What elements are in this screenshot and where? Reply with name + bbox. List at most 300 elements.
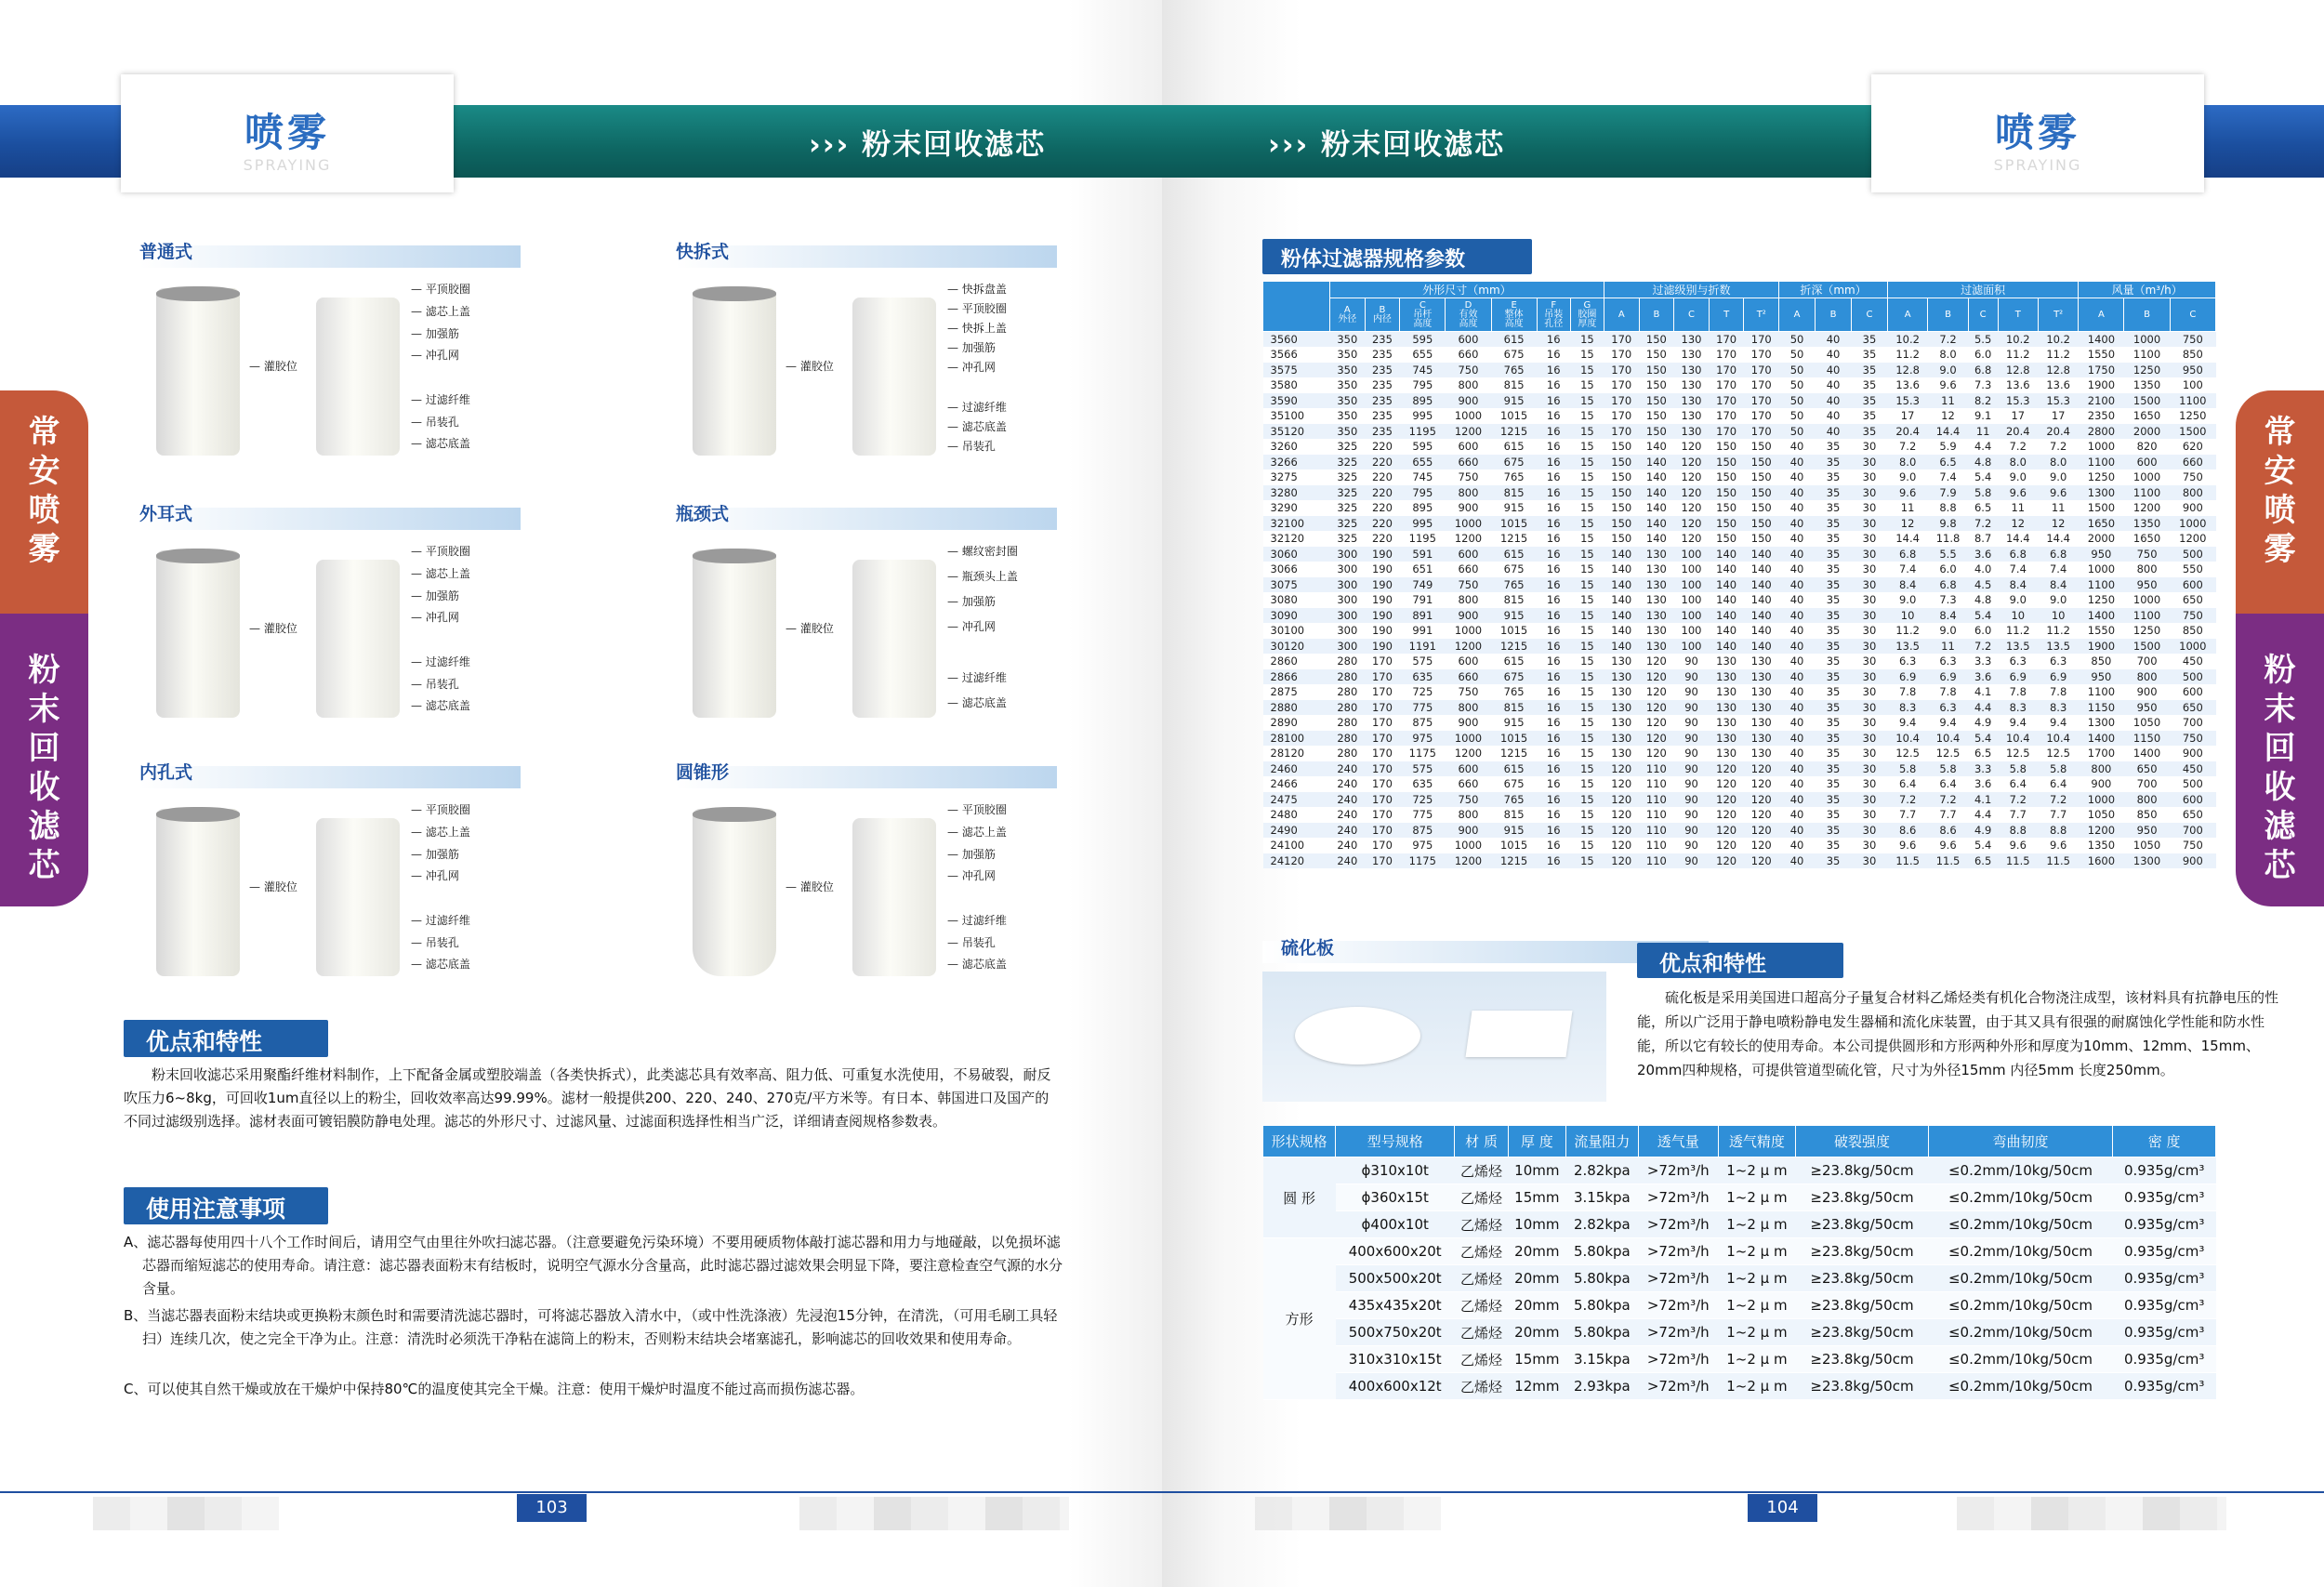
spec-cell: 40: [1779, 684, 1816, 700]
spec-cell: 2000: [2124, 424, 2170, 440]
spec-cell: 16: [1537, 731, 1570, 747]
spec-cell: 500: [2170, 776, 2215, 792]
spec-cell: 30: [1851, 455, 1887, 470]
spec-cell: 325: [1330, 439, 1366, 455]
spec-cell: 130: [1604, 700, 1639, 716]
spec-cell: 3260: [1263, 439, 1330, 455]
spec-cell: 120: [1639, 669, 1674, 685]
spec-cell: 595: [1400, 439, 1446, 455]
spec-cell: 3590: [1263, 393, 1330, 409]
sulf-header: 破裂强度: [1796, 1126, 1928, 1157]
spec-cell: 15: [1570, 838, 1604, 853]
spec-cell: 30: [1851, 654, 1887, 669]
spec-cell: 16: [1537, 531, 1570, 547]
spec-sub-header: D 有效 高度: [1446, 298, 1491, 332]
spec-cell: 170: [1604, 347, 1639, 363]
spec-cell: 750: [1446, 363, 1491, 378]
spec-cell: 35: [1816, 469, 1852, 485]
spec-row: [1263, 823, 2216, 839]
spec-cell: 35: [1816, 853, 1852, 869]
spec-cell: 950: [2124, 700, 2170, 716]
spec-cell: 750: [2124, 547, 2170, 562]
spec-cell: 9.4: [1887, 715, 1927, 731]
spec-sub-header: A: [1887, 298, 1927, 332]
sulf-cell: 1~2 μ m: [1718, 1373, 1796, 1400]
spec-cell: 7.2: [1928, 792, 1968, 808]
spec-cell: 150: [1709, 469, 1744, 485]
spec-cell: 28120: [1263, 746, 1330, 761]
spec-cell: 450: [2170, 761, 2215, 777]
spec-cell: 120: [1709, 761, 1744, 777]
spec-cell: 50: [1779, 377, 1816, 393]
spec-cell: 120: [1674, 455, 1710, 470]
product-block: [139, 495, 521, 736]
spec-cell: 900: [1446, 608, 1491, 624]
product-title: 外耳式: [139, 504, 193, 524]
spec-cell: 40: [1779, 455, 1816, 470]
spec-cell: 615: [1491, 654, 1537, 669]
spec-cell: 15: [1570, 516, 1604, 532]
spec-cell: 16: [1537, 684, 1570, 700]
spec-cell: 16: [1537, 792, 1570, 808]
use-item-c: C、可以使其自然干燥或放在干燥炉中保持80℃的温度使其完全干燥。注意：使用干燥炉时温度不能过高而损伤滤芯器。: [124, 1381, 865, 1397]
part-label: — 平顶胶圈: [947, 300, 1007, 316]
sulf-cell: 12mm: [1508, 1373, 1565, 1400]
sulf-cell: 0.935g/cm³: [2113, 1319, 2216, 1346]
filter-cap: [156, 549, 240, 563]
part-label: — 吊装孔: [947, 934, 996, 950]
adv-title-right: 优点和特性: [1637, 943, 1843, 978]
spec-cell: 2875: [1263, 684, 1330, 700]
spec-cell: 140: [1744, 623, 1779, 639]
exploded-view: [852, 298, 936, 456]
spec-cell: 130: [1674, 377, 1710, 393]
spec-cell: 600: [1446, 654, 1491, 669]
product-block: [139, 232, 521, 474]
spec-cell: 280: [1330, 746, 1366, 761]
spec-cell: 140: [1709, 547, 1744, 562]
spec-cell: 11.2: [1998, 623, 2038, 639]
spec-cell: 130: [1639, 639, 1674, 655]
spec-cell: 900: [2170, 500, 2215, 516]
spec-cell: 140: [1604, 592, 1639, 608]
spec-cell: 1900: [2079, 377, 2124, 393]
spec-cell: 10: [2038, 608, 2078, 624]
spec-cell: 130: [1744, 700, 1779, 716]
spec-cell: 40: [1779, 823, 1816, 839]
spec-cell: 915: [1491, 715, 1537, 731]
part-label: — 冲孔网: [947, 618, 996, 634]
sulf-cell: 10mm: [1508, 1211, 1565, 1238]
spec-cell: 1100: [2079, 577, 2124, 593]
sulf-header: 弯曲韧度: [1928, 1126, 2113, 1157]
spec-cell: 12.8: [2038, 363, 2078, 378]
spec-row: [1263, 807, 2216, 823]
filter-cap: [693, 549, 776, 563]
spec-cell: 170: [1709, 408, 1744, 424]
spec-cell: 1250: [2079, 469, 2124, 485]
spec-cell: 40: [1779, 439, 1816, 455]
spec-cell: 1200: [1446, 639, 1491, 655]
spec-cell: 4.0: [1968, 562, 1998, 577]
spec-cell: 10.2: [2038, 332, 2078, 348]
spec-cell: 8.4: [1928, 608, 1968, 624]
spec-cell: 300: [1330, 639, 1366, 655]
spec-cell: 5.5: [1928, 547, 1968, 562]
spec-cell: 30120: [1263, 639, 1330, 655]
spec-cell: 16: [1537, 700, 1570, 716]
sulf-cell: ≥23.8kg/50cm: [1796, 1265, 1928, 1292]
filter-cap: [156, 286, 240, 301]
spec-cell: 975: [1400, 838, 1446, 853]
sulf-cell: 310x310x15t: [1336, 1346, 1455, 1373]
spec-sub-header: C: [1674, 298, 1710, 332]
product-block: [676, 495, 1057, 736]
spec-cell: 15: [1570, 469, 1604, 485]
spec-cell: 12: [2038, 516, 2078, 532]
spec-cell: 15: [1570, 608, 1604, 624]
spec-cell: 1175: [1400, 853, 1446, 869]
spec-cell: 3.6: [1968, 669, 1998, 685]
part-label: — 加强筋: [947, 846, 996, 862]
sulf-header: 流量阻力: [1565, 1126, 1638, 1157]
filter-photo: [693, 809, 776, 976]
spec-cell: 700: [2124, 776, 2170, 792]
footer-line: [1162, 1491, 2324, 1493]
spec-cell: 15: [1570, 347, 1604, 363]
spec-row: [1263, 455, 2216, 470]
use-title: 使用注意事项: [124, 1187, 328, 1224]
spec-cell: 280: [1330, 731, 1366, 747]
spec-cell: 750: [2170, 608, 2215, 624]
part-label: — 加强筋: [411, 588, 459, 603]
spec-cell: 10.4: [2038, 731, 2078, 747]
spec-cell: 6.5: [1968, 500, 1998, 516]
spec-cell: 130: [1639, 608, 1674, 624]
spec-cell: 140: [1604, 562, 1639, 577]
part-label: — 灌胶位: [786, 879, 834, 894]
round-plate: [1295, 1007, 1420, 1065]
spec-cell: 16: [1537, 669, 1570, 685]
spec-cell: 100: [1674, 623, 1710, 639]
spec-cell: 220: [1365, 531, 1400, 547]
spec-cell: 40: [1779, 838, 1816, 853]
sulf-cell: 20mm: [1508, 1238, 1565, 1265]
spec-cell: 35: [1816, 455, 1852, 470]
spec-cell: 100: [1674, 562, 1710, 577]
spec-cell: 1000: [2079, 792, 2124, 808]
spec-cell: 24120: [1263, 853, 1330, 869]
sulf-header: 厚 度: [1508, 1126, 1565, 1157]
footer-line: [0, 1491, 1162, 1493]
sulf-cell: 乙烯烃: [1455, 1265, 1509, 1292]
spec-cell: 16: [1537, 500, 1570, 516]
spec-cell: 11.5: [2038, 853, 2078, 869]
spec-cell: 30: [1851, 485, 1887, 501]
spec-cell: 170: [1744, 347, 1779, 363]
spec-cell: 600: [1446, 439, 1491, 455]
spec-cell: 9.0: [1928, 363, 1968, 378]
spec-cell: 620: [2170, 439, 2215, 455]
spec-cell: 140: [1744, 592, 1779, 608]
spec-cell: 1350: [2124, 377, 2170, 393]
spec-cell: 875: [1400, 715, 1446, 731]
spec-cell: 8.3: [1887, 700, 1927, 716]
spec-cell: 10.4: [1887, 731, 1927, 747]
spec-cell: 3566: [1263, 347, 1330, 363]
sulf-cell: 2.82kpa: [1565, 1157, 1638, 1184]
spec-cell: 20.4: [1887, 424, 1927, 440]
spec-cell: 6.5: [1928, 455, 1968, 470]
spec-cell: 900: [1446, 500, 1491, 516]
spec-cell: 591: [1400, 547, 1446, 562]
spec-cell: 40: [1779, 853, 1816, 869]
spec-cell: 30: [1851, 823, 1887, 839]
spec-cell: 1900: [2079, 639, 2124, 655]
spec-row: [1263, 669, 2216, 685]
spec-cell: 450: [2170, 654, 2215, 669]
spec-cell: 1050: [2124, 838, 2170, 853]
spec-cell: 350: [1330, 393, 1366, 409]
spec-cell: 6.8: [1998, 547, 2038, 562]
part-label: — 滤芯底盖: [947, 694, 1007, 710]
spec-cell: 15: [1570, 715, 1604, 731]
spec-cell: 9.0: [1887, 469, 1927, 485]
spec-cell: 120: [1744, 853, 1779, 869]
spec-cell: 800: [2079, 761, 2124, 777]
sulf-cell: 20mm: [1508, 1265, 1565, 1292]
exploded-view: [852, 560, 936, 718]
sulf-cell: 15mm: [1508, 1184, 1565, 1211]
spec-cell: 150: [1639, 347, 1674, 363]
spec-cell: 750: [2170, 332, 2215, 348]
spec-cell: 130: [1639, 592, 1674, 608]
spec-row: [1263, 332, 2216, 348]
spec-cell: 891: [1400, 608, 1446, 624]
spec-cell: 280: [1330, 684, 1366, 700]
spec-cell: 240: [1330, 853, 1366, 869]
spec-cell: 765: [1491, 469, 1537, 485]
sulf-cell: 乙烯烃: [1455, 1184, 1509, 1211]
spec-cell: 9.6: [1928, 377, 1968, 393]
spec-cell: 35: [1816, 792, 1852, 808]
spec-sub-header: B: [1816, 298, 1852, 332]
spec-row: [1263, 639, 2216, 655]
spec-cell: 15: [1570, 746, 1604, 761]
spec-cell: 40: [1779, 500, 1816, 516]
spec-cell: 40: [1779, 807, 1816, 823]
sulf-cell: 500x500x20t: [1336, 1265, 1455, 1292]
spec-cell: 16: [1537, 807, 1570, 823]
spec-cell: 240: [1330, 807, 1366, 823]
spec-cell: 7.8: [2038, 684, 2078, 700]
spec-cell: 3080: [1263, 592, 1330, 608]
part-label: — 灌胶位: [249, 358, 297, 374]
spec-cell: 1400: [2079, 332, 2124, 348]
spec-cell: 6.9: [1928, 669, 1968, 685]
sulf-title: 硫化板: [1281, 938, 1335, 959]
spec-cell: 40: [1779, 639, 1816, 655]
spec-cell: 3.3: [1968, 654, 1998, 669]
spec-cell: 15.3: [1998, 393, 2038, 409]
spec-cell: 8.0: [1928, 347, 1968, 363]
sulf-cell: 1~2 μ m: [1718, 1238, 1796, 1265]
spec-cell: 150: [1709, 455, 1744, 470]
spec-cell: 950: [2079, 669, 2124, 685]
spec-cell: 120: [1709, 776, 1744, 792]
spec-cell: 30: [1851, 623, 1887, 639]
spec-cell: 795: [1400, 377, 1446, 393]
spec-cell: 35: [1816, 439, 1852, 455]
spec-cell: 1215: [1491, 424, 1537, 440]
spec-cell: 16: [1537, 592, 1570, 608]
brand-logo: [1871, 74, 2204, 192]
sulf-cell: >72m³/h: [1638, 1292, 1718, 1319]
spec-cell: 660: [1446, 776, 1491, 792]
spec-cell: 850: [2079, 654, 2124, 669]
spec-cell: 750: [2170, 469, 2215, 485]
spec-cell: 120: [1709, 838, 1744, 853]
spec-cell: 6.3: [1887, 654, 1927, 669]
spec-cell: 170: [1604, 424, 1639, 440]
part-label: — 滤芯底盖: [411, 435, 470, 451]
spec-cell: 40: [1816, 363, 1852, 378]
spec-cell: 140: [1709, 639, 1744, 655]
spec-cell: 150: [1709, 531, 1744, 547]
spec-sub-header: C: [1851, 298, 1887, 332]
sulf-cell: >72m³/h: [1638, 1238, 1718, 1265]
sulf-cell: 乙烯烃: [1455, 1373, 1509, 1400]
spec-cell: 815: [1491, 485, 1537, 501]
spec-cell: 130: [1709, 654, 1744, 669]
spec-cell: 120: [1604, 838, 1639, 853]
spec-cell: 16: [1537, 639, 1570, 655]
spec-cell: 660: [1446, 347, 1491, 363]
sulf-cell: 500x750x20t: [1336, 1319, 1455, 1346]
spec-cell: 50: [1779, 332, 1816, 348]
spec-cell: 15: [1570, 500, 1604, 516]
sulf-cell: >72m³/h: [1638, 1373, 1718, 1400]
spec-cell: 14.4: [1998, 531, 2038, 547]
spec-cell: 815: [1491, 700, 1537, 716]
section-bar: [139, 508, 521, 530]
spec-cell: 615: [1491, 332, 1537, 348]
spec-cell: 90: [1674, 731, 1710, 747]
spec-cell: 130: [1604, 715, 1639, 731]
spec-cell: 1000: [1446, 623, 1491, 639]
spec-cell: 1650: [2079, 516, 2124, 532]
spec-cell: 16: [1537, 562, 1570, 577]
spec-cell: 140: [1604, 623, 1639, 639]
spec-row: [1263, 469, 2216, 485]
spec-cell: 635: [1400, 669, 1446, 685]
spec-cell: 11.5: [1998, 853, 2038, 869]
spec-cell: 130: [1604, 684, 1639, 700]
sulf-cell: 乙烯烃: [1455, 1346, 1509, 1373]
filter-photo: [693, 288, 776, 456]
spec-cell: 675: [1491, 669, 1537, 685]
spec-cell: 120: [1674, 439, 1710, 455]
spec-cell: 110: [1639, 838, 1674, 853]
spec-cell: 7.7: [1928, 807, 1968, 823]
part-label: — 滤芯底盖: [947, 418, 1007, 434]
spec-cell: 1200: [1446, 853, 1491, 869]
spec-cell: 190: [1365, 547, 1400, 562]
spec-cell: 8.8: [2038, 823, 2078, 839]
spec-cell: 120: [1674, 531, 1710, 547]
spec-cell: 8.8: [1928, 500, 1968, 516]
spec-cell: 35: [1816, 639, 1852, 655]
spec-cell: 12.5: [2038, 746, 2078, 761]
spec-cell: 140: [1709, 592, 1744, 608]
spec-cell: 15: [1570, 623, 1604, 639]
spec-cell: 725: [1400, 684, 1446, 700]
shape-cell: 圆 形: [1263, 1157, 1336, 1238]
filter-photo: [693, 550, 776, 718]
sulf-cell: 0.935g/cm³: [2113, 1211, 2216, 1238]
spec-cell: 130: [1744, 731, 1779, 747]
spec-cell: 16: [1537, 577, 1570, 593]
spec-cell: 1250: [2079, 592, 2124, 608]
part-label: — 平顶胶圈: [411, 281, 470, 297]
spec-cell: 16: [1537, 776, 1570, 792]
spec-cell: 5.4: [1968, 469, 1998, 485]
spec-cell: 16: [1537, 347, 1570, 363]
spec-cell: 5.8: [1887, 761, 1927, 777]
spec-cell: 90: [1674, 654, 1710, 669]
spec-row: [1263, 393, 2216, 409]
spec-cell: 16: [1537, 746, 1570, 761]
spec-cell: 16: [1537, 823, 1570, 839]
spec-cell: 150: [1639, 363, 1674, 378]
spec-cell: 16: [1537, 853, 1570, 869]
spec-cell: 6.8: [1887, 547, 1927, 562]
spec-cell: 900: [2170, 853, 2215, 869]
spec-cell: 15: [1570, 639, 1604, 655]
spec-cell: 765: [1491, 792, 1537, 808]
spec-cell: 16: [1537, 424, 1570, 440]
spec-cell: 8.8: [1998, 823, 2038, 839]
spec-cell: 13.6: [2038, 377, 2078, 393]
spec-cell: 40: [1779, 761, 1816, 777]
part-label: — 冲孔网: [411, 867, 459, 883]
spec-cell: 280: [1330, 654, 1366, 669]
spec-cell: 900: [1446, 715, 1491, 731]
spec-cell: 11.2: [1887, 623, 1927, 639]
exploded-view: [316, 560, 400, 718]
spec-cell: 1000: [2124, 592, 2170, 608]
spec-cell: 15: [1570, 669, 1604, 685]
spec-cell: 35: [1816, 669, 1852, 685]
product-title: 快拆式: [676, 242, 730, 262]
spec-cell: 35: [1851, 347, 1887, 363]
spec-cell: 11: [1998, 500, 2038, 516]
spec-cell: 170: [1709, 363, 1744, 378]
spec-cell: 40: [1779, 700, 1816, 716]
spec-cell: 4.9: [1968, 715, 1998, 731]
spec-cell: 1215: [1491, 853, 1537, 869]
spec-cell: 4.8: [1968, 455, 1998, 470]
spec-cell: 90: [1674, 746, 1710, 761]
spec-cell: 1350: [2124, 516, 2170, 532]
spec-cell: 500: [2170, 547, 2215, 562]
spec-cell: 12: [1928, 408, 1968, 424]
spec-cell: 765: [1491, 363, 1537, 378]
spec-cell: 110: [1639, 761, 1674, 777]
spec-cell: 8.6: [1887, 823, 1927, 839]
spec-sub-header: F 吊装 孔径: [1537, 298, 1570, 332]
spec-cell: 110: [1639, 807, 1674, 823]
